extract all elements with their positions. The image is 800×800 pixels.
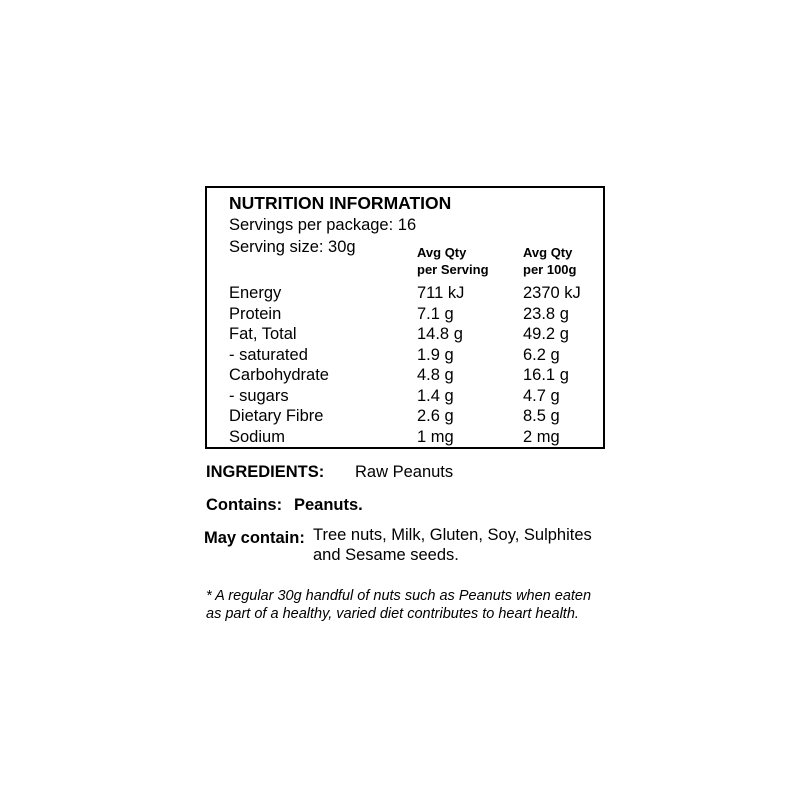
nutrient-per-serving: 1.9 g	[417, 345, 454, 364]
nutrient-name: Fat, Total	[229, 325, 297, 343]
contains-value: Peanuts.	[294, 496, 363, 514]
nutrition-row-carbohydrate	[207, 365, 603, 386]
nutrient-per-100g: 6.2 g	[523, 345, 560, 364]
nutrient-name: Sodium	[229, 427, 285, 446]
footnote-line-2: as part of a healthy, varied diet contributes to heart health.	[206, 606, 579, 622]
nutrient-per-100g: 2 mg	[523, 427, 560, 446]
nutrient-name: - sugars	[229, 386, 289, 405]
may-contain-label: May contain:	[204, 529, 305, 547]
column-header-per-100g-line-2: per 100g	[523, 262, 577, 277]
nutrient-name: Protein	[229, 304, 282, 323]
column-header-per-serving-line-1: Avg Qty	[417, 245, 467, 260]
nutrient-per-100g: 4.7 g	[523, 386, 560, 405]
column-header-per-100g	[523, 244, 576, 278]
column-header-per-serving	[417, 244, 489, 278]
nutrient-per-100g: 8.5 g	[523, 407, 560, 425]
ingredients-label: INGREDIENTS:	[206, 463, 325, 481]
nutrition-row-dietary-fibre	[207, 406, 603, 427]
nutrition-row-energy	[207, 283, 603, 304]
nutrition-panel-title: NUTRITION INFORMATION	[229, 193, 452, 213]
nutrient-per-serving: 4.8 g	[417, 366, 454, 384]
nutrient-per-100g: 49.2 g	[523, 325, 569, 343]
may-contain-line-2: and Sesame seeds.	[313, 546, 459, 564]
nutrient-per-serving: 2.6 g	[417, 407, 454, 425]
contains-label: Contains:	[206, 496, 283, 514]
nutrient-per-serving: 14.8 g	[417, 325, 463, 343]
may-contain-line-1: Tree nuts, Milk, Gluten, Soy, Sulphites	[313, 526, 592, 544]
serving-size: Serving size: 30g	[229, 238, 356, 256]
nutrition-row-protein	[207, 304, 603, 325]
nutrient-name: Dietary Fibre	[229, 407, 324, 425]
nutrition-row-fat-total	[207, 324, 603, 345]
nutrient-per-serving: 1 mg	[417, 427, 454, 446]
nutrition-row-sodium	[207, 427, 603, 448]
servings-per-package: Servings per package: 16	[229, 216, 417, 234]
ingredients-value: Raw Peanuts	[355, 463, 454, 481]
column-header-per-100g-line-1: Avg Qty	[523, 245, 573, 260]
nutrient-name: Carbohydrate	[229, 366, 329, 384]
nutrition-information-panel	[205, 186, 605, 449]
nutrition-row-sugars	[207, 386, 603, 407]
nutrient-per-100g: 2370 kJ	[523, 284, 581, 302]
footnote-line-1: * A regular 30g handful of nuts such as Peanuts when eaten	[206, 588, 592, 604]
nutrition-row-saturated	[207, 345, 603, 366]
nutrient-per-serving: 711 kJ	[417, 284, 465, 302]
column-header-per-serving-line-2: per Serving	[417, 262, 489, 277]
nutrient-per-100g: 16.1 g	[523, 366, 569, 384]
nutrient-per-serving: 1.4 g	[417, 386, 454, 405]
nutrient-per-100g: 23.8 g	[523, 304, 569, 323]
nutrient-per-serving: 7.1 g	[417, 304, 454, 323]
nutrient-name: Energy	[229, 284, 282, 302]
nutrient-name: - saturated	[229, 345, 308, 364]
